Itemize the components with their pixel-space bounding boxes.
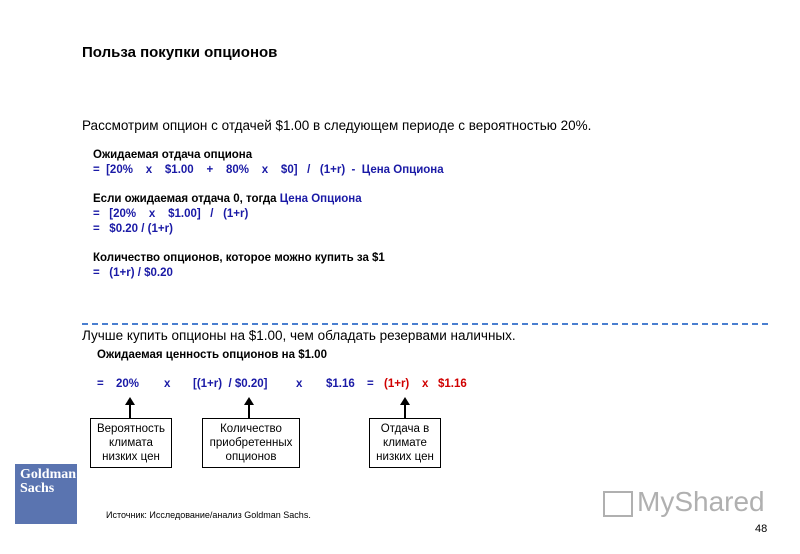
block2-heading-prefix: Если ожидаемая отдача 0, тогда: [93, 193, 280, 205]
box-probability: Вероятность климата низких цен: [90, 418, 172, 468]
source-note: Источник: Исследование/анализ Goldman Sachs.: [106, 510, 311, 520]
block2-formula-2: = $0.20 / (1+r): [93, 223, 173, 235]
arrow-up-payoff: [404, 404, 406, 418]
section-divider: [82, 323, 768, 325]
watermark-text: MyShared: [637, 486, 765, 517]
expected-x1: x: [164, 378, 171, 390]
block2-heading-highlight: Цена Опциона: [279, 193, 362, 205]
block3-formula: = (1+r) / $0.20: [93, 267, 173, 279]
box-quantity: Количество приобретенных опционов: [202, 418, 300, 468]
arrow-up-quantity: [248, 404, 250, 418]
watermark: [603, 486, 765, 518]
expected-x3: x: [422, 378, 429, 390]
arrow-up-probability: [129, 404, 131, 418]
expected-rate: (1+r): [384, 378, 410, 390]
expected-x2: x: [296, 378, 303, 390]
block1-formula: = [20% x $1.00 + 80% x $0] / (1+r) - Цена Опциона: [93, 164, 444, 176]
intro-text: Рассмотрим опцион с отдачей $1.00 в следующем периоде с вероятностью 20%.: [82, 118, 592, 133]
logo-line-2: Sachs: [20, 481, 55, 496]
expected-payoff: $1.16: [326, 378, 355, 390]
expected-eq2: =: [367, 378, 374, 390]
block2-heading: [93, 193, 362, 205]
block3-heading: Количество опционов, которое можно купить за $1: [93, 252, 385, 264]
presentation-icon: [603, 491, 633, 517]
page-title: Польза покупки опционов: [82, 44, 278, 61]
logo-line-1: Goldman: [20, 467, 77, 482]
expected-qty: [(1+r) / $0.20]: [193, 378, 268, 390]
block1-heading: Ожидаемая отдача опциона: [93, 149, 253, 161]
expected-eq-sign: =: [97, 378, 104, 390]
conclusion-text: Лучше купить опционы на $1.00, чем обладать резервами наличных.: [82, 328, 516, 343]
page-number: 48: [755, 523, 768, 535]
goldman-sachs-logo: [15, 464, 77, 524]
block2-formula-1: = [20% x $1.00] / (1+r): [93, 208, 249, 220]
box-payoff: Отдача в климате низких цен: [369, 418, 441, 468]
expected-pct: 20%: [116, 378, 140, 390]
expected-result: $1.16: [438, 378, 467, 390]
expected-heading: Ожидаемая ценность опционов на $1.00: [97, 349, 327, 361]
